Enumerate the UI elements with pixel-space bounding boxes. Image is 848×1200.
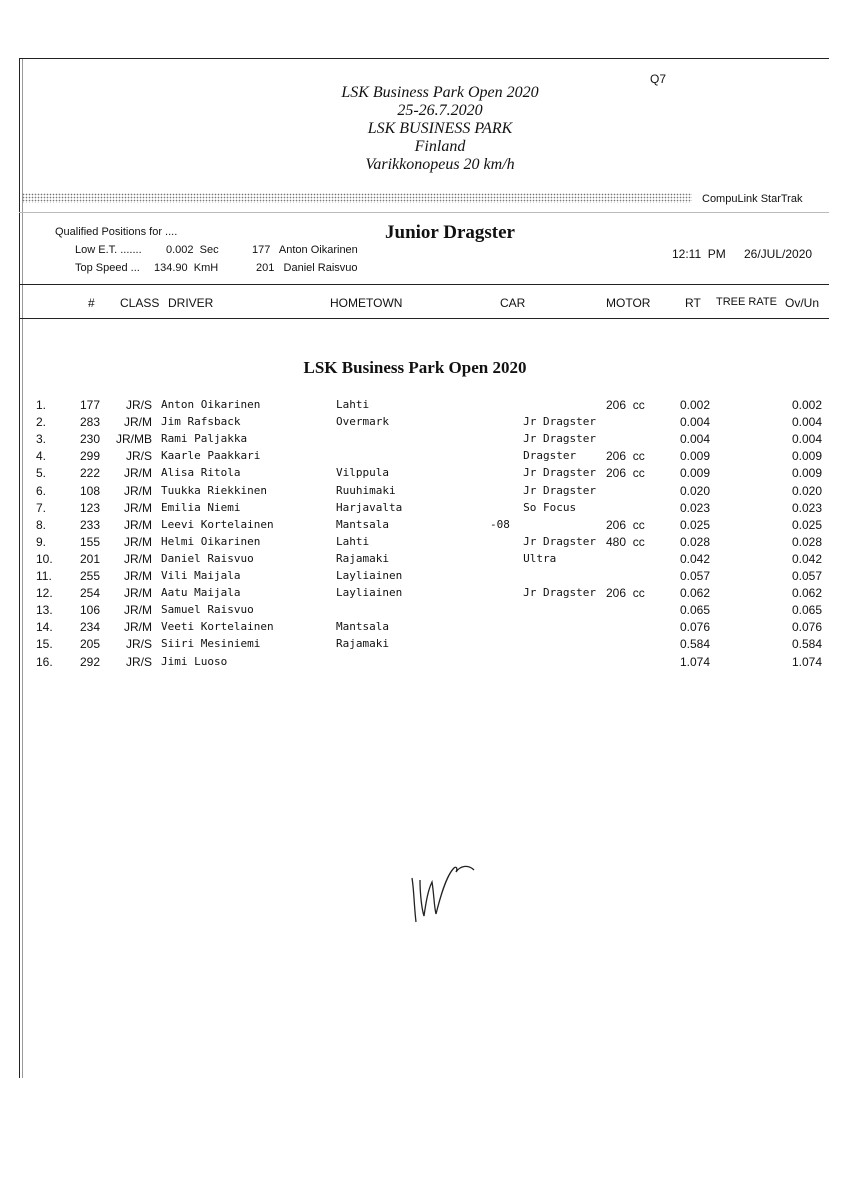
row-position: 3. bbox=[36, 432, 47, 447]
row-motor: 206 cc bbox=[606, 449, 645, 464]
row-ovun: 0.076 bbox=[791, 620, 822, 635]
row-car-number: 254 bbox=[79, 586, 100, 601]
table-row bbox=[0, 535, 848, 552]
row-hometown: Mantsala bbox=[336, 517, 389, 531]
top-speed-label: Top Speed ... bbox=[75, 262, 140, 274]
event-venue: LSK BUSINESS PARK bbox=[367, 120, 513, 137]
row-ovun: 0.009 bbox=[791, 466, 822, 481]
table-row bbox=[0, 620, 848, 637]
row-car: Jr Dragster bbox=[490, 415, 596, 429]
row-class: JR/S bbox=[125, 398, 152, 412]
row-class: JR/S bbox=[125, 637, 152, 652]
table-row bbox=[0, 569, 848, 586]
row-car-number: 205 bbox=[79, 637, 100, 652]
table-row bbox=[0, 432, 848, 449]
report-time: 12:11 PM bbox=[672, 247, 726, 261]
report-date: 26/JUL/2020 bbox=[744, 247, 813, 261]
row-class: JR/M bbox=[124, 415, 152, 430]
row-position: 7. bbox=[36, 500, 47, 515]
row-hometown: Lahti bbox=[336, 398, 370, 411]
header-divider-line bbox=[19, 212, 829, 213]
row-driver: Kaarle Paakkari bbox=[161, 449, 261, 463]
row-car: Jr Dragster bbox=[490, 466, 596, 480]
table-row bbox=[0, 484, 848, 501]
low-et-value: 0.002 Sec bbox=[166, 244, 219, 256]
row-car-number: 233 bbox=[79, 517, 100, 532]
row-rt: 0.057 bbox=[679, 569, 710, 583]
row-hometown: Harjavalta bbox=[336, 500, 403, 514]
row-ovun: 0.009 bbox=[791, 449, 822, 464]
low-et-label: Low E.T. ....... bbox=[75, 244, 142, 256]
row-motor: 206 cc bbox=[606, 586, 645, 601]
row-driver: Jimi Luoso bbox=[161, 654, 228, 668]
row-hometown: Layliainen bbox=[336, 569, 403, 582]
table-row bbox=[0, 518, 848, 535]
row-motor: 206 cc bbox=[606, 517, 645, 532]
row-class: JR/MB bbox=[116, 432, 152, 447]
row-rt: 0.062 bbox=[679, 586, 710, 601]
signature-icon bbox=[400, 850, 490, 930]
row-car: So Focus bbox=[490, 500, 577, 514]
row-car-number: 292 bbox=[79, 654, 100, 669]
row-ovun: 0.062 bbox=[791, 586, 822, 601]
row-class: JR/M bbox=[124, 620, 152, 635]
row-driver: Vili Maijala bbox=[161, 569, 241, 582]
row-driver: Helmi Oikarinen bbox=[161, 534, 261, 548]
row-hometown: Layliainen bbox=[336, 586, 403, 600]
row-car-number: 255 bbox=[79, 569, 100, 583]
row-ovun: 0.002 bbox=[791, 398, 822, 412]
row-rt: 0.028 bbox=[679, 534, 710, 549]
row-car: Jr Dragster bbox=[490, 432, 596, 446]
row-class: JR/M bbox=[124, 551, 152, 566]
row-rt: 0.065 bbox=[679, 603, 710, 618]
row-driver: Aatu Maijala bbox=[161, 586, 241, 600]
row-driver: Leevi Kortelainen bbox=[161, 517, 274, 531]
col-class: CLASS bbox=[120, 296, 160, 310]
row-rt: 0.004 bbox=[679, 432, 710, 447]
row-driver: Alisa Ritola bbox=[161, 466, 241, 480]
row-ovun: 1.074 bbox=[791, 654, 822, 669]
row-hometown: Ruuhimaki bbox=[336, 483, 396, 497]
row-car-number: 283 bbox=[79, 415, 100, 430]
row-car: Jr Dragster bbox=[490, 586, 596, 600]
col-ovun: Ov/Un bbox=[785, 296, 820, 310]
col-rt: RT bbox=[685, 296, 701, 310]
row-hometown: Vilppula bbox=[336, 466, 389, 480]
col-motor: MOTOR bbox=[606, 296, 651, 310]
row-driver: Siiri Mesiniemi bbox=[161, 637, 261, 651]
row-ovun: 0.057 bbox=[791, 569, 822, 583]
section-title: LSK Business Park Open 2020 bbox=[303, 358, 527, 377]
top-speed-driver: 201 Daniel Raisvuo bbox=[256, 262, 358, 274]
row-ovun: 0.023 bbox=[791, 500, 822, 515]
row-car-number: 201 bbox=[79, 551, 100, 566]
row-class: JR/S bbox=[125, 449, 152, 464]
row-position: 2. bbox=[36, 415, 47, 430]
row-rt: 0.584 bbox=[679, 637, 710, 652]
row-class: JR/M bbox=[124, 534, 152, 549]
qualified-label: Qualified Positions for .... bbox=[55, 226, 178, 238]
row-car-number: 106 bbox=[79, 603, 100, 618]
row-ovun: 0.584 bbox=[791, 637, 822, 652]
page-code: Q7 bbox=[650, 72, 667, 86]
row-car-number: 234 bbox=[79, 620, 100, 635]
row-position: 12. bbox=[36, 586, 53, 601]
row-driver: Anton Oikarinen bbox=[161, 398, 261, 411]
row-car: -08 bbox=[490, 517, 510, 531]
row-class: JR/M bbox=[124, 500, 152, 515]
row-position: 15. bbox=[36, 637, 53, 652]
row-driver: Tuukka Riekkinen bbox=[161, 483, 267, 497]
table-row bbox=[0, 552, 848, 569]
row-hometown: Mantsala bbox=[336, 620, 389, 634]
row-position: 13. bbox=[36, 603, 53, 618]
row-position: 4. bbox=[36, 449, 47, 464]
row-car: Ultra bbox=[490, 551, 557, 565]
table-row bbox=[0, 655, 848, 672]
row-position: 6. bbox=[36, 483, 47, 498]
row-rt: 0.020 bbox=[679, 483, 710, 498]
dotted-separator bbox=[22, 193, 692, 203]
col-num: # bbox=[88, 296, 95, 310]
row-ovun: 0.025 bbox=[791, 517, 822, 532]
event-header bbox=[240, 84, 640, 174]
row-car-number: 155 bbox=[79, 534, 100, 549]
row-motor: 480 cc bbox=[606, 534, 645, 549]
row-rt: 0.023 bbox=[679, 500, 710, 515]
row-motor: 206 cc bbox=[606, 398, 645, 412]
table-row bbox=[0, 415, 848, 432]
row-class: JR/M bbox=[124, 603, 152, 618]
low-et-driver: 177 Anton Oikarinen bbox=[252, 244, 358, 256]
row-car: Jr Dragster bbox=[490, 534, 596, 548]
event-dates: 25-26.7.2020 bbox=[397, 102, 483, 119]
column-header-top-line bbox=[19, 284, 829, 285]
row-position: 8. bbox=[36, 517, 47, 532]
row-ovun: 0.028 bbox=[791, 534, 822, 549]
row-ovun: 0.020 bbox=[791, 483, 822, 498]
row-driver: Emilia Niemi bbox=[161, 500, 241, 514]
table-row bbox=[0, 586, 848, 603]
row-hometown: Rajamaki bbox=[336, 637, 389, 651]
row-class: JR/M bbox=[124, 569, 152, 583]
table-row bbox=[0, 398, 848, 415]
row-car-number: 177 bbox=[79, 398, 100, 412]
row-driver: Daniel Raisvuo bbox=[161, 551, 254, 565]
row-rt: 0.004 bbox=[679, 415, 710, 430]
col-car: CAR bbox=[500, 296, 526, 310]
row-car-number: 123 bbox=[79, 500, 100, 515]
event-name: LSK Business Park Open 2020 bbox=[341, 84, 539, 101]
row-class: JR/M bbox=[124, 483, 152, 498]
row-hometown: Overmark bbox=[336, 415, 389, 429]
row-hometown: Rajamaki bbox=[336, 551, 389, 565]
row-rt: 0.042 bbox=[679, 551, 710, 566]
event-country: Finland bbox=[414, 138, 466, 155]
row-position: 9. bbox=[36, 534, 47, 549]
col-tree-rate: TREE RATE bbox=[716, 296, 777, 308]
row-car-number: 230 bbox=[79, 432, 100, 447]
col-hometown: HOMETOWN bbox=[330, 296, 403, 310]
row-driver: Rami Paljakka bbox=[161, 432, 248, 446]
row-car: Jr Dragster bbox=[490, 483, 596, 497]
row-car: Dragster bbox=[490, 449, 577, 463]
row-class: JR/M bbox=[124, 466, 152, 481]
table-row bbox=[0, 603, 848, 620]
row-rt: 0.002 bbox=[679, 398, 710, 412]
class-title: Junior Dragster bbox=[385, 222, 515, 243]
row-class: JR/M bbox=[124, 517, 152, 532]
row-class: JR/S bbox=[125, 654, 152, 669]
column-header-bottom-line bbox=[19, 318, 829, 319]
table-row bbox=[0, 466, 848, 483]
top-border-line bbox=[19, 58, 829, 59]
row-class: JR/M bbox=[124, 586, 152, 601]
row-rt: 0.009 bbox=[679, 466, 710, 481]
row-rt: 0.009 bbox=[679, 449, 710, 464]
table-row bbox=[0, 501, 848, 518]
table-row bbox=[0, 449, 848, 466]
row-rt: 0.076 bbox=[679, 620, 710, 635]
row-position: 1. bbox=[36, 398, 47, 412]
row-car-number: 108 bbox=[79, 483, 100, 498]
col-driver: DRIVER bbox=[168, 296, 214, 310]
row-ovun: 0.004 bbox=[791, 415, 822, 430]
row-position: 14. bbox=[36, 620, 53, 635]
row-driver: Jim Rafsback bbox=[161, 415, 241, 429]
row-car-number: 299 bbox=[79, 449, 100, 464]
row-driver: Samuel Raisvuo bbox=[161, 603, 254, 617]
row-position: 5. bbox=[36, 466, 47, 481]
row-ovun: 0.042 bbox=[791, 551, 822, 566]
event-pit-speed: Varikkonopeus 20 km/h bbox=[365, 156, 515, 173]
row-car-number: 222 bbox=[79, 466, 100, 481]
row-position: 10. bbox=[36, 551, 53, 566]
system-label: CompuLink StarTrak bbox=[702, 193, 803, 205]
row-ovun: 0.065 bbox=[791, 603, 822, 618]
row-position: 16. bbox=[36, 654, 53, 669]
top-speed-value: 134.90 KmH bbox=[154, 262, 219, 274]
row-position: 11. bbox=[36, 569, 52, 583]
row-driver: Veeti Kortelainen bbox=[161, 620, 274, 634]
row-rt: 0.025 bbox=[679, 517, 710, 532]
row-rt: 1.074 bbox=[679, 654, 710, 669]
row-motor: 206 cc bbox=[606, 466, 645, 481]
table-row bbox=[0, 637, 848, 654]
row-ovun: 0.004 bbox=[791, 432, 822, 447]
row-hometown: Lahti bbox=[336, 534, 370, 548]
